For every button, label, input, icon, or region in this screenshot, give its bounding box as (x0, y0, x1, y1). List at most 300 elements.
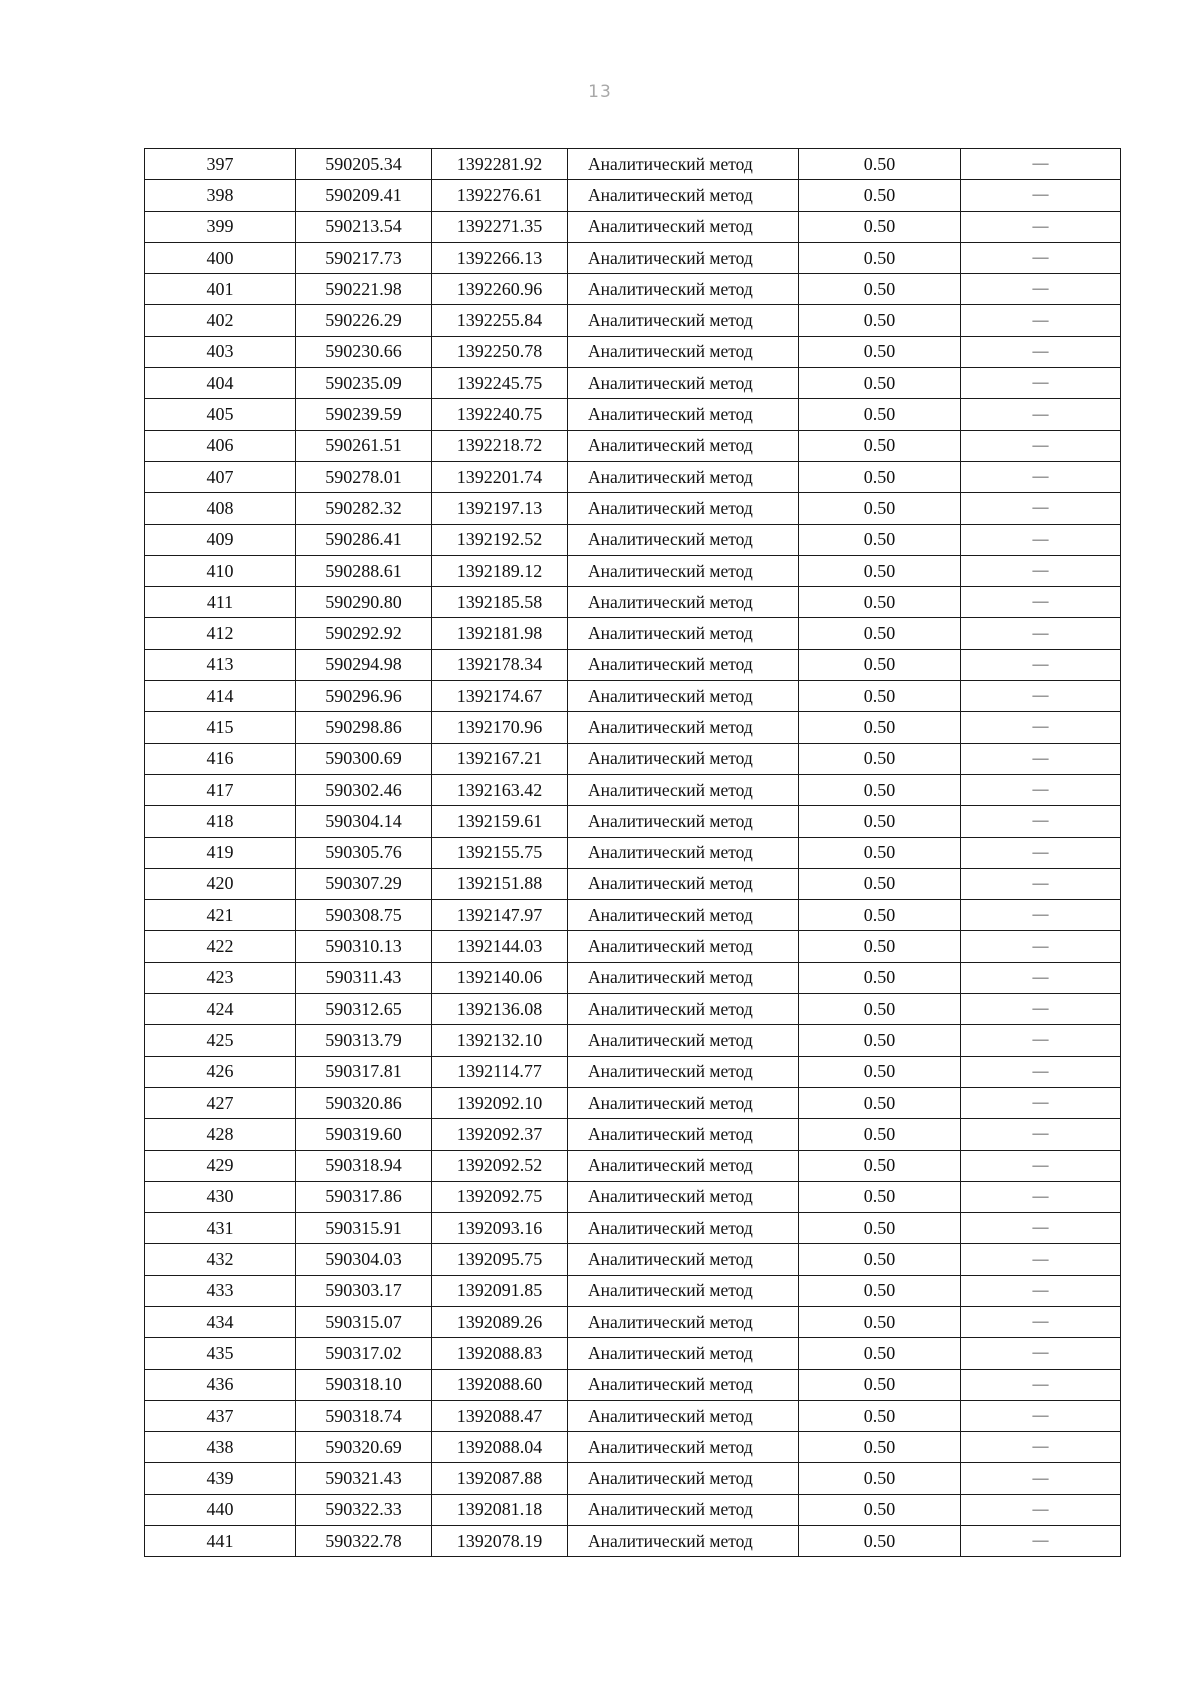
description-cell: — (961, 1275, 1121, 1306)
y-coordinate-cell: 1392081.18 (432, 1494, 568, 1525)
y-coordinate-cell: 1392089.26 (432, 1306, 568, 1337)
description-cell: — (961, 837, 1121, 868)
y-coordinate-cell: 1392088.04 (432, 1432, 568, 1463)
method-cell: Аналитический метод (568, 305, 799, 336)
point-number-cell: 409 (145, 524, 296, 555)
description-cell: — (961, 493, 1121, 524)
description-cell: — (961, 1119, 1121, 1150)
point-number-cell: 430 (145, 1181, 296, 1212)
y-coordinate-cell: 1392255.84 (432, 305, 568, 336)
accuracy-cell: 0.50 (799, 962, 961, 993)
y-coordinate-cell: 1392174.67 (432, 681, 568, 712)
point-number-cell: 436 (145, 1369, 296, 1400)
accuracy-cell: 0.50 (799, 1213, 961, 1244)
table-row (145, 1025, 1121, 1056)
table-row (145, 1494, 1121, 1525)
method-cell: Аналитический метод (568, 806, 799, 837)
method-cell: Аналитический метод (568, 430, 799, 461)
description-cell: — (961, 962, 1121, 993)
description-cell: — (961, 900, 1121, 931)
y-coordinate-cell: 1392271.35 (432, 211, 568, 242)
y-coordinate-cell: 1392151.88 (432, 868, 568, 899)
point-number-cell: 411 (145, 587, 296, 618)
point-number-cell: 426 (145, 1056, 296, 1087)
y-coordinate-cell: 1392178.34 (432, 649, 568, 680)
y-coordinate-cell: 1392114.77 (432, 1056, 568, 1087)
x-coordinate-cell: 590226.29 (296, 305, 432, 336)
accuracy-cell: 0.50 (799, 649, 961, 680)
method-cell: Аналитический метод (568, 1494, 799, 1525)
point-number-cell: 401 (145, 274, 296, 305)
table-row (145, 1338, 1121, 1369)
table-row (145, 1213, 1121, 1244)
method-cell: Аналитический метод (568, 1025, 799, 1056)
description-cell: — (961, 931, 1121, 962)
point-number-cell: 435 (145, 1338, 296, 1369)
x-coordinate-cell: 590317.86 (296, 1181, 432, 1212)
description-cell: — (961, 1056, 1121, 1087)
method-cell: Аналитический метод (568, 368, 799, 399)
method-cell: Аналитический метод (568, 1432, 799, 1463)
table-row (145, 399, 1121, 430)
y-coordinate-cell: 1392140.06 (432, 962, 568, 993)
accuracy-cell: 0.50 (799, 1306, 961, 1337)
method-cell: Аналитический метод (568, 399, 799, 430)
table-row (145, 931, 1121, 962)
table-row (145, 211, 1121, 242)
method-cell: Аналитический метод (568, 1119, 799, 1150)
y-coordinate-cell: 1392092.37 (432, 1119, 568, 1150)
x-coordinate-cell: 590282.32 (296, 493, 432, 524)
method-cell: Аналитический метод (568, 712, 799, 743)
table-row (145, 430, 1121, 461)
accuracy-cell: 0.50 (799, 1244, 961, 1275)
method-cell: Аналитический метод (568, 868, 799, 899)
method-cell: Аналитический метод (568, 1400, 799, 1431)
description-cell: — (961, 618, 1121, 649)
x-coordinate-cell: 590221.98 (296, 274, 432, 305)
y-coordinate-cell: 1392132.10 (432, 1025, 568, 1056)
y-coordinate-cell: 1392276.61 (432, 180, 568, 211)
accuracy-cell: 0.50 (799, 1119, 961, 1150)
y-coordinate-cell: 1392144.03 (432, 931, 568, 962)
y-coordinate-cell: 1392136.08 (432, 994, 568, 1025)
point-number-cell: 405 (145, 399, 296, 430)
y-coordinate-cell: 1392260.96 (432, 274, 568, 305)
point-number-cell: 414 (145, 681, 296, 712)
method-cell: Аналитический метод (568, 211, 799, 242)
method-cell: Аналитический метод (568, 1369, 799, 1400)
x-coordinate-cell: 590318.74 (296, 1400, 432, 1431)
y-coordinate-cell: 1392245.75 (432, 368, 568, 399)
table-row (145, 837, 1121, 868)
y-coordinate-cell: 1392092.52 (432, 1150, 568, 1181)
x-coordinate-cell: 590305.76 (296, 837, 432, 868)
table-row (145, 1369, 1121, 1400)
accuracy-cell: 0.50 (799, 211, 961, 242)
table-row (145, 555, 1121, 586)
point-number-cell: 400 (145, 242, 296, 273)
description-cell: — (961, 274, 1121, 305)
y-coordinate-cell: 1392095.75 (432, 1244, 568, 1275)
table-row (145, 149, 1121, 180)
table-row (145, 649, 1121, 680)
description-cell: — (961, 774, 1121, 805)
point-number-cell: 403 (145, 336, 296, 367)
y-coordinate-cell: 1392201.74 (432, 461, 568, 492)
y-coordinate-cell: 1392088.47 (432, 1400, 568, 1431)
point-number-cell: 399 (145, 211, 296, 242)
table-row (145, 1463, 1121, 1494)
point-number-cell: 433 (145, 1275, 296, 1306)
x-coordinate-cell: 590294.98 (296, 649, 432, 680)
x-coordinate-cell: 590320.69 (296, 1432, 432, 1463)
accuracy-cell: 0.50 (799, 493, 961, 524)
accuracy-cell: 0.50 (799, 1432, 961, 1463)
coordinates-table (144, 148, 1121, 1557)
y-coordinate-cell: 1392147.97 (432, 900, 568, 931)
method-cell: Аналитический метод (568, 555, 799, 586)
method-cell: Аналитический метод (568, 1087, 799, 1118)
method-cell: Аналитический метод (568, 336, 799, 367)
y-coordinate-cell: 1392189.12 (432, 555, 568, 586)
x-coordinate-cell: 590278.01 (296, 461, 432, 492)
accuracy-cell: 0.50 (799, 587, 961, 618)
x-coordinate-cell: 590230.66 (296, 336, 432, 367)
point-number-cell: 402 (145, 305, 296, 336)
table-row (145, 712, 1121, 743)
y-coordinate-cell: 1392093.16 (432, 1213, 568, 1244)
description-cell: — (961, 242, 1121, 273)
description-cell: — (961, 1150, 1121, 1181)
x-coordinate-cell: 590235.09 (296, 368, 432, 399)
point-number-cell: 421 (145, 900, 296, 931)
x-coordinate-cell: 590209.41 (296, 180, 432, 211)
accuracy-cell: 0.50 (799, 149, 961, 180)
y-coordinate-cell: 1392087.88 (432, 1463, 568, 1494)
accuracy-cell: 0.50 (799, 868, 961, 899)
point-number-cell: 439 (145, 1463, 296, 1494)
method-cell: Аналитический метод (568, 1526, 799, 1557)
table-row (145, 1275, 1121, 1306)
x-coordinate-cell: 590321.43 (296, 1463, 432, 1494)
table-row (145, 1087, 1121, 1118)
x-coordinate-cell: 590318.94 (296, 1150, 432, 1181)
y-coordinate-cell: 1392197.13 (432, 493, 568, 524)
description-cell: — (961, 1400, 1121, 1431)
table-row (145, 1181, 1121, 1212)
description-cell: — (961, 555, 1121, 586)
point-number-cell: 410 (145, 555, 296, 586)
method-cell: Аналитический метод (568, 681, 799, 712)
x-coordinate-cell: 590315.91 (296, 1213, 432, 1244)
description-cell: — (961, 994, 1121, 1025)
point-number-cell: 432 (145, 1244, 296, 1275)
accuracy-cell: 0.50 (799, 242, 961, 273)
x-coordinate-cell: 590304.14 (296, 806, 432, 837)
point-number-cell: 441 (145, 1526, 296, 1557)
method-cell: Аналитический метод (568, 1244, 799, 1275)
accuracy-cell: 0.50 (799, 274, 961, 305)
point-number-cell: 418 (145, 806, 296, 837)
accuracy-cell: 0.50 (799, 1087, 961, 1118)
description-cell: — (961, 1087, 1121, 1118)
accuracy-cell: 0.50 (799, 305, 961, 336)
x-coordinate-cell: 590322.78 (296, 1526, 432, 1557)
description-cell: — (961, 336, 1121, 367)
table-row (145, 305, 1121, 336)
accuracy-cell: 0.50 (799, 900, 961, 931)
point-number-cell: 429 (145, 1150, 296, 1181)
x-coordinate-cell: 590217.73 (296, 242, 432, 273)
table-row (145, 900, 1121, 931)
y-coordinate-cell: 1392092.75 (432, 1181, 568, 1212)
table-row (145, 587, 1121, 618)
point-number-cell: 417 (145, 774, 296, 805)
accuracy-cell: 0.50 (799, 931, 961, 962)
description-cell: — (961, 1025, 1121, 1056)
point-number-cell: 398 (145, 180, 296, 211)
description-cell: — (961, 305, 1121, 336)
accuracy-cell: 0.50 (799, 837, 961, 868)
point-number-cell: 424 (145, 994, 296, 1025)
method-cell: Аналитический метод (568, 1306, 799, 1337)
description-cell: — (961, 180, 1121, 211)
accuracy-cell: 0.50 (799, 1338, 961, 1369)
y-coordinate-cell: 1392281.92 (432, 149, 568, 180)
method-cell: Аналитический метод (568, 1213, 799, 1244)
method-cell: Аналитический метод (568, 1150, 799, 1181)
description-cell: — (961, 1181, 1121, 1212)
description-cell: — (961, 149, 1121, 180)
description-cell: — (961, 868, 1121, 899)
point-number-cell: 412 (145, 618, 296, 649)
point-number-cell: 438 (145, 1432, 296, 1463)
x-coordinate-cell: 590317.02 (296, 1338, 432, 1369)
description-cell: — (961, 524, 1121, 555)
table-row (145, 962, 1121, 993)
y-coordinate-cell: 1392266.13 (432, 242, 568, 273)
table-row (145, 336, 1121, 367)
description-cell: — (961, 681, 1121, 712)
description-cell: — (961, 399, 1121, 430)
method-cell: Аналитический метод (568, 931, 799, 962)
accuracy-cell: 0.50 (799, 1025, 961, 1056)
accuracy-cell: 0.50 (799, 1400, 961, 1431)
y-coordinate-cell: 1392078.19 (432, 1526, 568, 1557)
y-coordinate-cell: 1392240.75 (432, 399, 568, 430)
point-number-cell: 440 (145, 1494, 296, 1525)
method-cell: Аналитический метод (568, 618, 799, 649)
description-cell: — (961, 1369, 1121, 1400)
y-coordinate-cell: 1392092.10 (432, 1087, 568, 1118)
accuracy-cell: 0.50 (799, 774, 961, 805)
point-number-cell: 422 (145, 931, 296, 962)
point-number-cell: 434 (145, 1306, 296, 1337)
point-number-cell: 427 (145, 1087, 296, 1118)
point-number-cell: 425 (145, 1025, 296, 1056)
table-row (145, 368, 1121, 399)
point-number-cell: 431 (145, 1213, 296, 1244)
accuracy-cell: 0.50 (799, 994, 961, 1025)
point-number-cell: 406 (145, 430, 296, 461)
method-cell: Аналитический метод (568, 587, 799, 618)
x-coordinate-cell: 590310.13 (296, 931, 432, 962)
x-coordinate-cell: 590286.41 (296, 524, 432, 555)
method-cell: Аналитический метод (568, 1275, 799, 1306)
accuracy-cell: 0.50 (799, 1494, 961, 1525)
table-row (145, 1306, 1121, 1337)
table-row (145, 681, 1121, 712)
x-coordinate-cell: 590303.17 (296, 1275, 432, 1306)
x-coordinate-cell: 590213.54 (296, 211, 432, 242)
table-row (145, 1526, 1121, 1557)
x-coordinate-cell: 590290.80 (296, 587, 432, 618)
table-row (145, 1119, 1121, 1150)
method-cell: Аналитический метод (568, 743, 799, 774)
accuracy-cell: 0.50 (799, 806, 961, 837)
method-cell: Аналитический метод (568, 837, 799, 868)
table-row (145, 274, 1121, 305)
method-cell: Аналитический метод (568, 1056, 799, 1087)
description-cell: — (961, 1306, 1121, 1337)
x-coordinate-cell: 590302.46 (296, 774, 432, 805)
description-cell: — (961, 1463, 1121, 1494)
point-number-cell: 428 (145, 1119, 296, 1150)
method-cell: Аналитический метод (568, 1338, 799, 1369)
method-cell: Аналитический метод (568, 274, 799, 305)
description-cell: — (961, 743, 1121, 774)
accuracy-cell: 0.50 (799, 1056, 961, 1087)
y-coordinate-cell: 1392181.98 (432, 618, 568, 649)
table-row (145, 242, 1121, 273)
y-coordinate-cell: 1392155.75 (432, 837, 568, 868)
x-coordinate-cell: 590296.96 (296, 681, 432, 712)
x-coordinate-cell: 590239.59 (296, 399, 432, 430)
description-cell: — (961, 1432, 1121, 1463)
description-cell: — (961, 1526, 1121, 1557)
method-cell: Аналитический метод (568, 242, 799, 273)
y-coordinate-cell: 1392159.61 (432, 806, 568, 837)
x-coordinate-cell: 590300.69 (296, 743, 432, 774)
method-cell: Аналитический метод (568, 962, 799, 993)
description-cell: — (961, 461, 1121, 492)
table-row (145, 493, 1121, 524)
accuracy-cell: 0.50 (799, 1275, 961, 1306)
method-cell: Аналитический метод (568, 1181, 799, 1212)
point-number-cell: 413 (145, 649, 296, 680)
table-row (145, 806, 1121, 837)
table-row (145, 743, 1121, 774)
x-coordinate-cell: 590315.07 (296, 1306, 432, 1337)
point-number-cell: 408 (145, 493, 296, 524)
description-cell: — (961, 1338, 1121, 1369)
accuracy-cell: 0.50 (799, 1150, 961, 1181)
x-coordinate-cell: 590312.65 (296, 994, 432, 1025)
table-row (145, 618, 1121, 649)
y-coordinate-cell: 1392088.60 (432, 1369, 568, 1400)
accuracy-cell: 0.50 (799, 681, 961, 712)
accuracy-cell: 0.50 (799, 743, 961, 774)
description-cell: — (961, 430, 1121, 461)
accuracy-cell: 0.50 (799, 1463, 961, 1494)
table-row (145, 1056, 1121, 1087)
x-coordinate-cell: 590298.86 (296, 712, 432, 743)
point-number-cell: 404 (145, 368, 296, 399)
x-coordinate-cell: 590288.61 (296, 555, 432, 586)
method-cell: Аналитический метод (568, 1463, 799, 1494)
table-row (145, 1150, 1121, 1181)
x-coordinate-cell: 590319.60 (296, 1119, 432, 1150)
accuracy-cell: 0.50 (799, 180, 961, 211)
method-cell: Аналитический метод (568, 461, 799, 492)
table-row (145, 180, 1121, 211)
method-cell: Аналитический метод (568, 649, 799, 680)
y-coordinate-cell: 1392218.72 (432, 430, 568, 461)
y-coordinate-cell: 1392185.58 (432, 587, 568, 618)
table-row (145, 524, 1121, 555)
point-number-cell: 419 (145, 837, 296, 868)
accuracy-cell: 0.50 (799, 399, 961, 430)
x-coordinate-cell: 590317.81 (296, 1056, 432, 1087)
accuracy-cell: 0.50 (799, 712, 961, 743)
accuracy-cell: 0.50 (799, 1369, 961, 1400)
y-coordinate-cell: 1392250.78 (432, 336, 568, 367)
point-number-cell: 415 (145, 712, 296, 743)
y-coordinate-cell: 1392163.42 (432, 774, 568, 805)
method-cell: Аналитический метод (568, 493, 799, 524)
point-number-cell: 437 (145, 1400, 296, 1431)
table-row (145, 774, 1121, 805)
point-number-cell: 407 (145, 461, 296, 492)
y-coordinate-cell: 1392170.96 (432, 712, 568, 743)
y-coordinate-cell: 1392192.52 (432, 524, 568, 555)
table-row (145, 994, 1121, 1025)
accuracy-cell: 0.50 (799, 461, 961, 492)
description-cell: — (961, 712, 1121, 743)
description-cell: — (961, 1213, 1121, 1244)
point-number-cell: 397 (145, 149, 296, 180)
description-cell: — (961, 806, 1121, 837)
x-coordinate-cell: 590304.03 (296, 1244, 432, 1275)
description-cell: — (961, 368, 1121, 399)
y-coordinate-cell: 1392088.83 (432, 1338, 568, 1369)
accuracy-cell: 0.50 (799, 1181, 961, 1212)
accuracy-cell: 0.50 (799, 368, 961, 399)
y-coordinate-cell: 1392167.21 (432, 743, 568, 774)
x-coordinate-cell: 590311.43 (296, 962, 432, 993)
table-row (145, 868, 1121, 899)
method-cell: Аналитический метод (568, 149, 799, 180)
accuracy-cell: 0.50 (799, 618, 961, 649)
description-cell: — (961, 1494, 1121, 1525)
point-number-cell: 420 (145, 868, 296, 899)
description-cell: — (961, 649, 1121, 680)
table-row (145, 1244, 1121, 1275)
x-coordinate-cell: 590308.75 (296, 900, 432, 931)
description-cell: — (961, 1244, 1121, 1275)
method-cell: Аналитический метод (568, 900, 799, 931)
x-coordinate-cell: 590320.86 (296, 1087, 432, 1118)
page-number: 13 (588, 82, 612, 102)
description-cell: — (961, 211, 1121, 242)
x-coordinate-cell: 590313.79 (296, 1025, 432, 1056)
x-coordinate-cell: 590318.10 (296, 1369, 432, 1400)
table-row (145, 461, 1121, 492)
method-cell: Аналитический метод (568, 524, 799, 555)
x-coordinate-cell: 590205.34 (296, 149, 432, 180)
coordinates-table-body (145, 149, 1121, 1557)
